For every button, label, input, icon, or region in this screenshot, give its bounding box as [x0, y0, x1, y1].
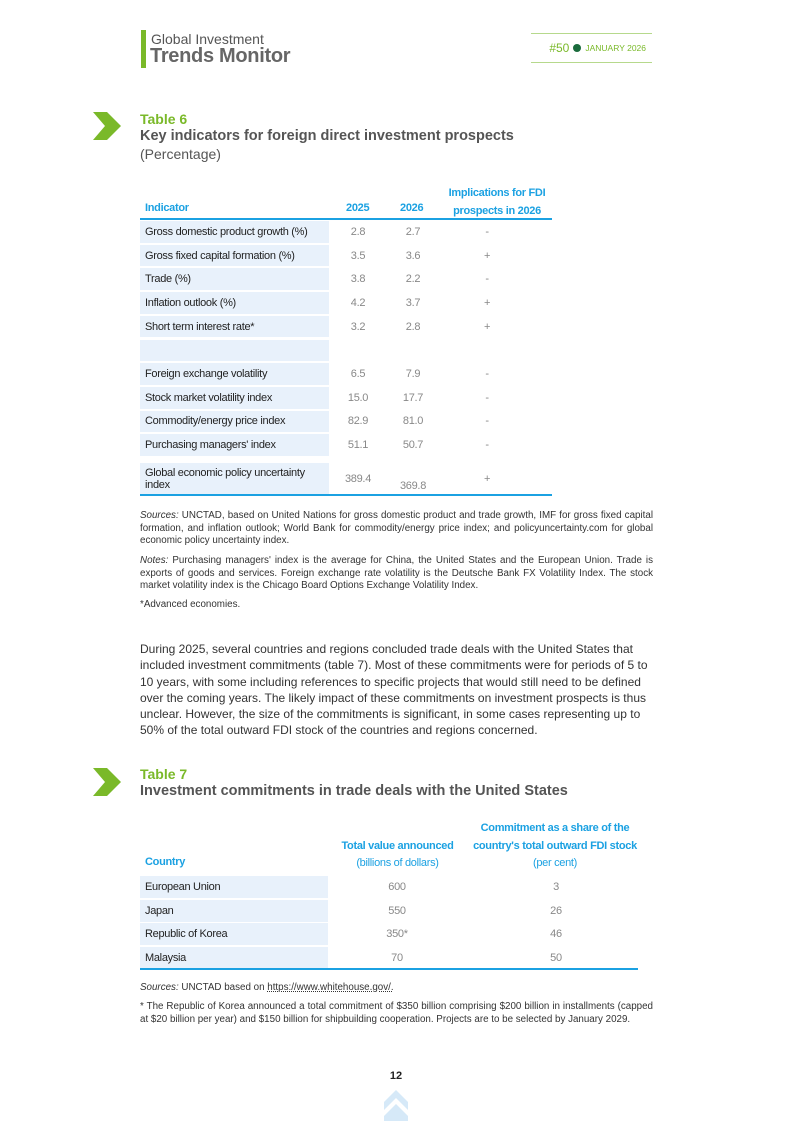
- indicator-label: Purchasing managers' index: [140, 434, 329, 456]
- value-2025: 51.1: [347, 439, 369, 452]
- value-2025: 6.5: [350, 368, 366, 381]
- table6-subtitle: (Percentage): [140, 146, 221, 162]
- th-2026: 2026: [400, 202, 424, 214]
- table6-row: [140, 244, 491, 268]
- value-2026: 3.7: [405, 296, 421, 309]
- table6-number: Table 6: [140, 111, 188, 127]
- table7-title: Investment commitments in trade deals with the United States: [140, 783, 568, 799]
- indicator-label: Inflation outlook (%): [140, 292, 329, 314]
- value-2026: 81.0: [402, 415, 424, 428]
- total-value: 550: [388, 904, 406, 917]
- value-2025: 4.2: [350, 296, 366, 309]
- fdi-implication: +: [483, 320, 491, 333]
- total-value: 350*: [386, 928, 408, 941]
- issue-number: #50: [549, 41, 570, 55]
- total-value: 70: [391, 951, 403, 964]
- fdi-implication: -: [485, 225, 489, 238]
- th-country: Country: [145, 856, 186, 868]
- table7-footnote: * The Republic of Korea announced a total commitment of $350 billion comprising $200 billion in installments (capped at $20 billion per year) and $150 billion for shipbuilding cooperation. Projects are to be selected by January 2029.: [140, 1001, 653, 1025]
- value-2026: 50.7: [402, 439, 424, 452]
- total-value: 600: [388, 880, 406, 893]
- table6-row: [140, 362, 489, 386]
- country-label: Republic of Korea: [140, 923, 328, 945]
- value-2025: 15.0: [347, 391, 369, 404]
- table7-bottom-rule: [140, 968, 638, 970]
- value-2026: 3.6: [405, 249, 421, 262]
- table7-row: [140, 946, 562, 970]
- dot-icon: [573, 44, 581, 52]
- table6-row: [140, 386, 489, 410]
- fdi-implication: -: [485, 391, 489, 404]
- value-2026: 17.7: [402, 391, 424, 404]
- th-impl-line2: prospects in 2026: [453, 205, 541, 217]
- table6-notes: [140, 555, 653, 593]
- share-value: 26: [550, 904, 562, 917]
- table6-bottom-rule: [140, 494, 552, 496]
- th-value-line1: Total value announced: [341, 840, 454, 852]
- value-2025: 2.8: [350, 225, 366, 238]
- table6-title: Key indicators for foreign direct investment prospects: [140, 128, 514, 144]
- chevron-right-icon: [93, 112, 123, 140]
- indicator-label: Trade (%): [140, 268, 329, 290]
- table6-row: [140, 410, 489, 434]
- country-label: Japan: [140, 900, 328, 922]
- th-share: [470, 820, 640, 873]
- indicator-label: Stock market volatility index: [140, 387, 329, 409]
- th-share-line2: country's total outward FDI stock: [473, 839, 637, 852]
- th-share-line1: Commitment as a share of the: [480, 822, 630, 834]
- notes-text: Purchasing managers' index is the average for China, the United States and the European Union. Trade is exports of goods and services. Foreign exchange rate volatility is the Deutsche Bank FX Volatility Index. The stock market volatility index is the Chicago Board Options Exchange Volatility Index.: [140, 555, 653, 591]
- value-2026: 2.2: [405, 273, 421, 286]
- table7-row: [140, 899, 562, 923]
- fdi-implication: +: [483, 472, 491, 485]
- indicator-label: Gross fixed capital formation (%): [140, 245, 329, 267]
- table6-row: [140, 339, 329, 363]
- th-implications: [437, 184, 557, 220]
- indicator-label: Commodity/energy price index: [140, 411, 329, 433]
- table6-row: [140, 267, 489, 291]
- table6-footnote: *Advanced economies.: [140, 599, 241, 610]
- indicator-label: Global economic policy uncertainty index: [140, 463, 329, 494]
- chevron-right-icon: [93, 768, 123, 796]
- brand-accent-bar: [141, 30, 146, 68]
- table6-row: [140, 433, 489, 457]
- th-value-line2: (billions of dollars): [356, 857, 439, 869]
- indicator-label: Foreign exchange volatility: [140, 363, 329, 385]
- value-2025: 82.9: [347, 415, 369, 428]
- value-2026: 2.8: [405, 320, 421, 333]
- brand-line1: Global Investment: [151, 31, 264, 47]
- indicator-label: Short term interest rate*: [140, 316, 329, 338]
- issue-badge: [531, 33, 652, 63]
- sources-text: UNCTAD, based on United Nations for gross domestic product and trade growth, IMF for gross fixed capital formation, and inflation outlook; World Bank for commodity/energy price index; and policyuncertainty.com for global economic policy uncertainty index.: [140, 510, 653, 546]
- table7-row: [140, 875, 559, 899]
- value-2025: 3.8: [350, 273, 366, 286]
- fdi-implication: -: [485, 415, 489, 428]
- value-2026: 2.7: [405, 225, 421, 238]
- value-2025: 389.4: [344, 472, 372, 485]
- th-impl-line1: Implications for FDI: [448, 187, 546, 199]
- sources-label: Sources:: [140, 982, 179, 993]
- table6-row: [140, 220, 489, 244]
- fdi-implication: -: [485, 439, 489, 452]
- share-value: 50: [550, 951, 562, 964]
- table6-sources: [140, 510, 653, 548]
- sources-label: Sources:: [140, 510, 179, 521]
- th-share-line3: (per cent): [532, 857, 578, 869]
- table7-number: Table 7: [140, 766, 188, 782]
- table6-row: [140, 462, 491, 495]
- th-indicator: Indicator: [145, 202, 189, 214]
- country-label: Malaysia: [140, 947, 328, 969]
- share-value: 46: [550, 928, 562, 941]
- table7-sources: [140, 982, 660, 995]
- sources-text: UNCTAD based on: [178, 982, 268, 993]
- th-2025: 2025: [346, 202, 370, 214]
- indicator-label: Gross domestic product growth (%): [140, 221, 329, 243]
- fdi-implication: +: [483, 249, 491, 262]
- value-2025: 3.5: [350, 249, 366, 262]
- th-total-value: [330, 838, 465, 872]
- value-2025: 3.2: [350, 320, 366, 333]
- issue-date: JANUARY 2026: [585, 43, 646, 53]
- table7-row: [140, 922, 562, 946]
- table6-row: [140, 315, 491, 339]
- fdi-implication: -: [485, 368, 489, 381]
- fdi-implication: +: [483, 296, 491, 309]
- share-value: 3: [553, 880, 559, 893]
- whitehouse-link[interactable]: https://www.whitehouse.gov/.: [267, 982, 394, 993]
- scroll-up-icon[interactable]: [384, 1090, 408, 1121]
- value-2026: 7.9: [405, 368, 421, 381]
- brand-line2: Trends Monitor: [150, 45, 291, 67]
- indicator-label: [140, 340, 329, 362]
- page-number: 12: [389, 1070, 403, 1082]
- value-2026: 369.8: [399, 479, 427, 492]
- table6-row: [140, 291, 491, 315]
- country-label: European Union: [140, 876, 328, 898]
- body-paragraph: During 2025, several countries and regions concluded trade deals with the United States that included investment commitments (table 7). Most of these commitments were for periods of 5 to 10 years, with some including references to specific projects that would still need to be defined over the coming years. The likely impact of these commitments on investment prospects is thus unclear. However, the size of the commitments is significant, in some cases representing up to 50% of the total outward FDI stock of the countries and regions concerned.: [140, 642, 648, 738]
- fdi-implication: -: [485, 273, 489, 286]
- notes-label: Notes:: [140, 555, 169, 566]
